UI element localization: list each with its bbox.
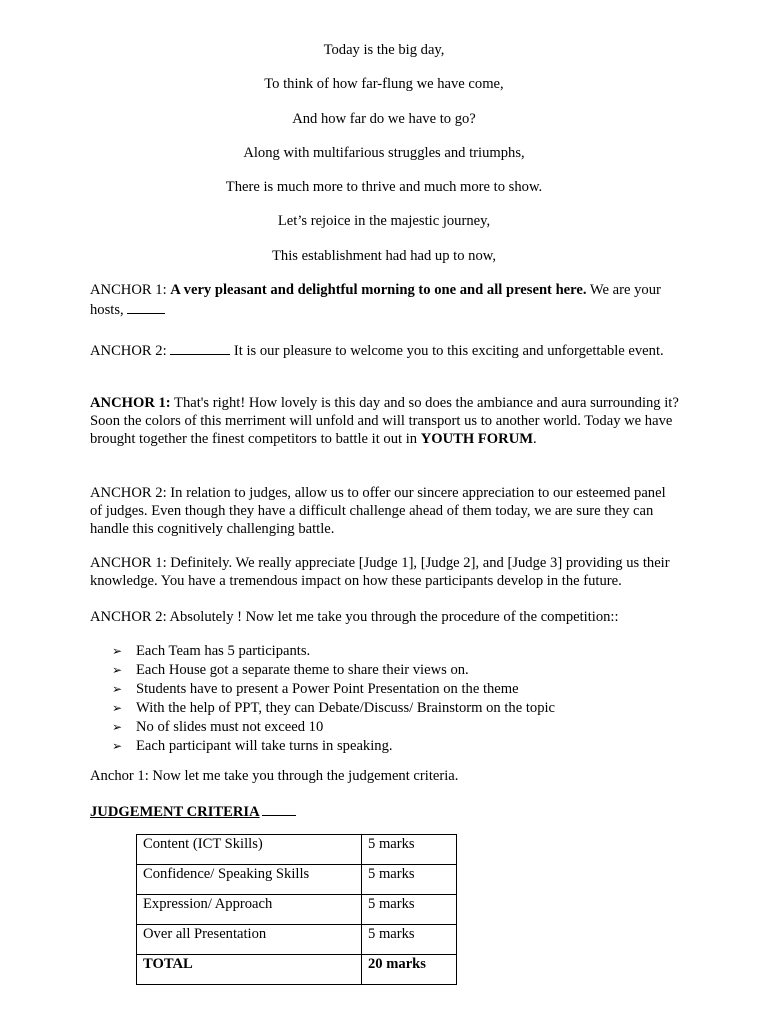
poem-line: There is much more to thrive and much more to show. bbox=[225, 179, 543, 196]
table-row bbox=[137, 925, 457, 955]
heading-underline bbox=[262, 801, 296, 816]
arrow-bullet-icon: ➢ bbox=[112, 682, 123, 696]
poem-line: This establishment had had up to now, bbox=[271, 247, 496, 264]
poem-line: Today is the big day, bbox=[323, 42, 445, 58]
criterion-marks: 5 marks bbox=[362, 895, 457, 925]
criterion-marks: 5 marks bbox=[362, 865, 457, 895]
criterion-name: Confidence/ Speaking Skills bbox=[137, 865, 362, 895]
list-item bbox=[112, 699, 555, 718]
poem-line: And how far do we have to go? bbox=[292, 110, 476, 127]
criterion-name: Content (ICT Skills) bbox=[137, 835, 362, 865]
list-item-text: Each Team has 5 participants. bbox=[136, 643, 311, 659]
list-item bbox=[112, 661, 555, 680]
criterion-name: Expression/ Approach bbox=[137, 895, 362, 925]
arrow-bullet-icon: ➢ bbox=[112, 720, 123, 734]
anchor1-greeting bbox=[90, 281, 680, 319]
list-item-text: Each participant will take turns in speaking. bbox=[136, 738, 393, 754]
criteria-table bbox=[136, 834, 457, 985]
greeting-rest: We are your hosts, bbox=[90, 282, 661, 318]
list-item bbox=[112, 680, 555, 699]
speaker-label: ANCHOR 1: bbox=[90, 395, 171, 411]
poem-line: Along with multifarious struggles and triumphs, bbox=[243, 144, 525, 161]
intro-text: That's right! How lovely is this day and so does the ambiance and aura surrounding it? Soon the colors of this merriment will unfold and will transport us to another world. Today we have brought together the finest competitors to battle it out in bbox=[90, 395, 679, 447]
criterion-marks: 5 marks bbox=[362, 835, 457, 865]
list-item-text: With the help of PPT, they can Debate/Discuss/ Brainstorm on the topic bbox=[136, 700, 556, 716]
criteria-heading bbox=[90, 801, 296, 821]
arrow-bullet-icon: ➢ bbox=[112, 739, 123, 753]
list-item-text: No of slides must not exceed 10 bbox=[136, 719, 324, 735]
arrow-bullet-icon: ➢ bbox=[112, 701, 123, 715]
event-name: YOUTH FORUM bbox=[420, 431, 534, 447]
intro-end: . bbox=[533, 431, 537, 447]
anchor2-judges: ANCHOR 2: In relation to judges, allow us to offer our sincere appreciation to our esteemed panel of judges. Even though they have a difficult challenge ahead of them today, we are sure they can handle this cognitively challenging battle. bbox=[90, 485, 666, 537]
poem-line: To think of how far-flung we have come, bbox=[264, 76, 504, 93]
list-item bbox=[112, 737, 555, 756]
opening-poem bbox=[0, 41, 768, 281]
welcome-text: It is our pleasure to welcome you to this exciting and unforgettable event. bbox=[230, 343, 664, 359]
criterion-marks: 5 marks bbox=[362, 925, 457, 955]
anchor2-welcome bbox=[90, 340, 680, 360]
total-label: TOTAL bbox=[137, 955, 362, 985]
criterion-name: Over all Presentation bbox=[137, 925, 362, 955]
list-item bbox=[112, 718, 555, 737]
table-row bbox=[137, 865, 457, 895]
list-item-text: Each House got a separate theme to share their views on. bbox=[136, 662, 469, 678]
speaker-label: ANCHOR 1: bbox=[90, 282, 171, 298]
arrow-bullet-icon: ➢ bbox=[112, 644, 123, 658]
total-row bbox=[137, 955, 457, 985]
list-item-text: Students have to present a Power Point Presentation on the theme bbox=[136, 681, 519, 697]
anchor2-procedure: ANCHOR 2: Absolutely ! Now let me take you through the procedure of the competition:: bbox=[90, 609, 619, 625]
table-row bbox=[137, 835, 457, 865]
speaker-label: ANCHOR 2: bbox=[90, 343, 171, 359]
anchor1-intro bbox=[90, 394, 680, 448]
poem-line: Let’s rejoice in the majestic journey, bbox=[277, 213, 491, 230]
procedure-list bbox=[112, 642, 555, 756]
list-item bbox=[112, 642, 555, 661]
name-blank bbox=[127, 299, 165, 314]
criteria-heading-text: JUDGEMENT CRITERIA bbox=[90, 804, 260, 820]
total-marks: 20 marks bbox=[362, 955, 457, 985]
table-row bbox=[137, 895, 457, 925]
anchor1-criteria-intro: Anchor 1: Now let me take you through the judgement criteria. bbox=[90, 768, 459, 784]
arrow-bullet-icon: ➢ bbox=[112, 663, 123, 677]
anchor1-appreciation: ANCHOR 1: Definitely. We really appreciate [Judge 1], [Judge 2], and [Judge 3] providing us their knowledge. You have a tremendous impact on how these participants develop in the future. bbox=[90, 555, 670, 589]
name-blank bbox=[170, 340, 230, 355]
greeting-bold: A very pleasant and delightful morning to one and all present here. bbox=[170, 282, 587, 298]
